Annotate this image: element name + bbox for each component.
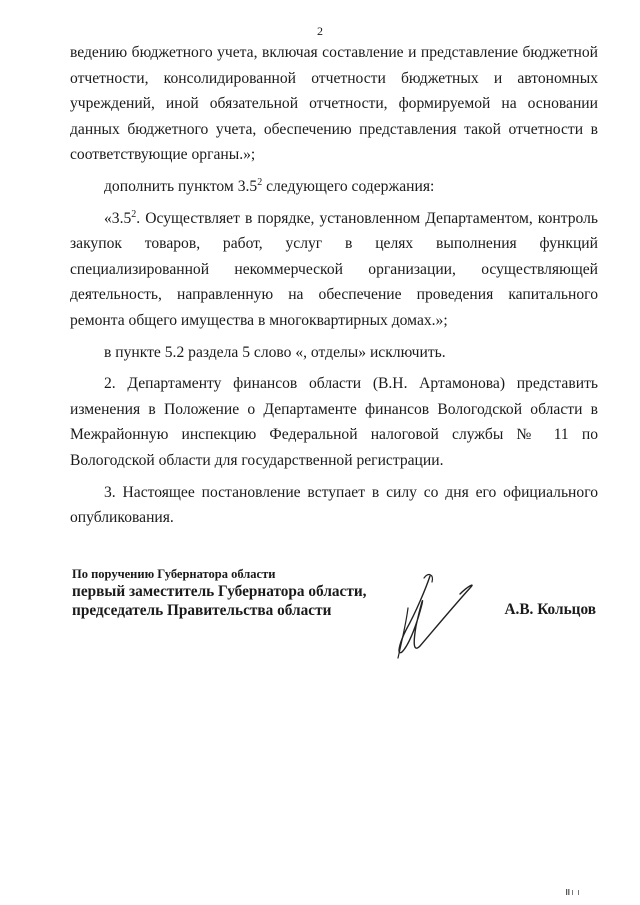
item-number: «3.5 — [104, 209, 132, 227]
paragraph-exclusion: в пункте 5.2 раздела 5 слово «, отделы» исключить. — [104, 343, 446, 361]
signer-name: А.В. Кольцов — [504, 601, 596, 618]
signatory-title — [72, 566, 392, 620]
paragraph-point-2: 2. Департаменту финансов области (В.Н. Артамонова) представить изменения в Положение о Департаменте финансов Вологодской области в Межрайонную инспекцию Федеральной налоговой службы № 11 по Вологодской области для государственной регистрации. — [70, 375, 598, 469]
paragraph-add-item-text: дополнить пунктом 3.5 — [104, 177, 258, 195]
paragraph-point-3: 3. Настоящее постановление вступает в силу со дня его официального опубликования. — [70, 483, 598, 527]
signatory-line-2: первый заместитель Губернатора области, — [72, 583, 367, 600]
scan-mark-icon — [566, 888, 586, 896]
superscript: 2 — [131, 208, 137, 220]
handwritten-signature — [372, 568, 492, 663]
document-body — [70, 40, 598, 531]
paragraph-item-3-5-2 — [70, 206, 598, 334]
item-text: . Осуществляет в порядке, установленном Департаментом, контроль закупок товаров, работ, услуг в целях выполнения функций специализированной некоммерческой организации, осуществляющей деятельность, направленную на обеспечение проведения капитального ремонта общего имущества в многоквартирных домах.»; — [70, 209, 598, 329]
paragraph-continuation: ведению бюджетного учета, включая составление и представление бюджетной отчетности, консолидированной отчетности бюджетных и автономных учреждений, иной обязательной отчетности, формируемой на основании данных бюджетного учета, обеспечению представления такой отчетности в соответствующие органы.»; — [70, 44, 598, 164]
paragraph-add-item — [70, 174, 598, 200]
signatory-line-3: председатель Правительства области — [72, 602, 332, 619]
paragraph-add-item-tail: следующего содержания: — [262, 177, 435, 195]
superscript: 2 — [257, 176, 263, 188]
page-number: 2 — [317, 24, 323, 38]
signatory-line-1: По поручению Губернатора области — [72, 567, 276, 581]
